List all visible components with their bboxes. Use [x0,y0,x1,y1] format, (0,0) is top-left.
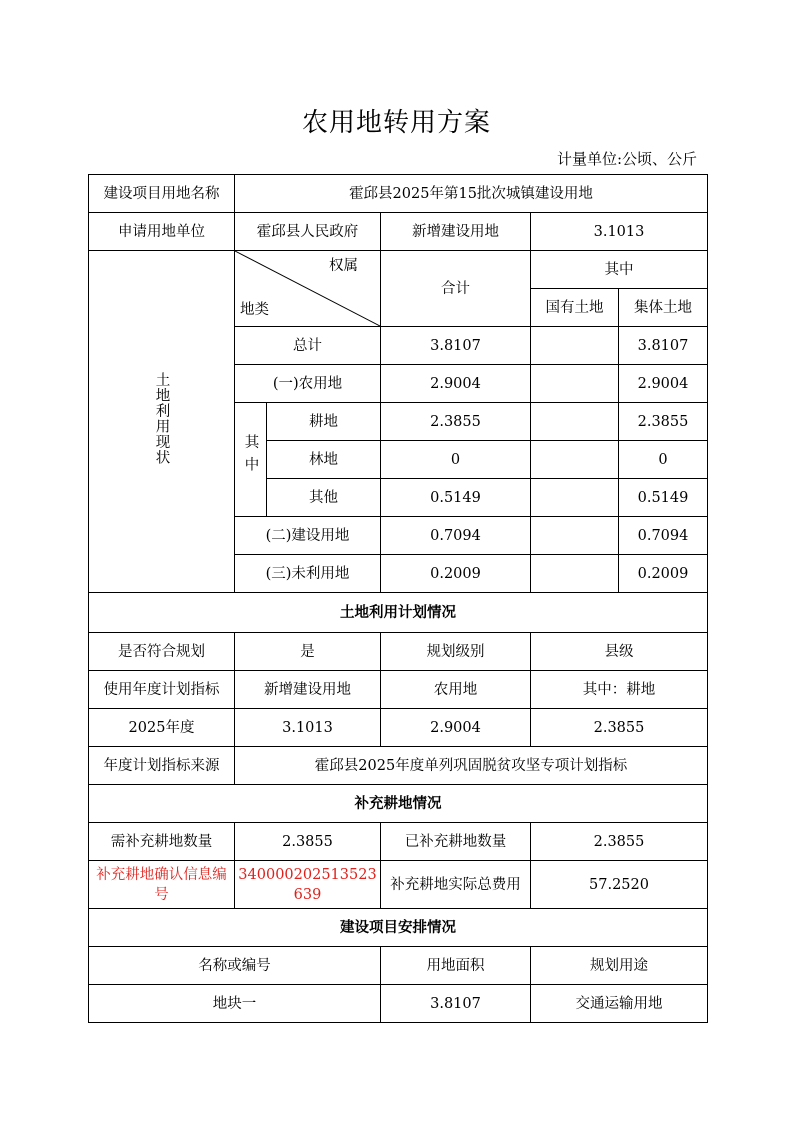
source-value: 霍邱县2025年度单列巩固脱贫攻坚专项计划指标 [235,747,708,785]
row-total: 2.3855 [381,403,531,441]
level-label: 规划级别 [381,633,531,671]
source-label: 年度计划指标来源 [89,747,235,785]
row-state [531,403,619,441]
supplement-confirm-row [89,861,708,909]
cost-value: 57.2520 [531,861,708,909]
project-row [89,175,708,213]
confirm-value: 340000202513523639 [235,861,381,909]
parcel-area: 3.8107 [381,985,531,1023]
conform-value: 是 [235,633,381,671]
row-state [531,517,619,555]
need-value: 2.3855 [235,823,381,861]
plan-section-row [89,593,708,633]
parcel-use: 交通运输用地 [531,985,708,1023]
arrangement-header-area: 用地面积 [381,947,531,985]
category-label: 地类 [240,302,269,318]
plan-conform-row [89,633,708,671]
row-state [531,441,619,479]
row-collective: 2.9004 [619,365,708,403]
row-name: 耕地 [267,403,381,441]
applicant-label: 申请用地单位 [89,213,235,251]
done-label: 已补充耕地数量 [381,823,531,861]
row-total: 0 [381,441,531,479]
cost-label: 补充耕地实际总费用 [381,861,531,909]
year-value-new-land: 3.1013 [235,709,381,747]
ownership-label: 权属 [329,258,358,274]
supplement-section-row [89,785,708,823]
row-name: (一)农用地 [235,365,381,403]
arrangement-header-name: 名称或编号 [89,947,381,985]
indicator-col-new-land: 新增建设用地 [235,671,381,709]
of-which-header: 其中 [531,251,708,289]
collective-header: 集体土地 [619,289,708,327]
indicator-label: 使用年度计划指标 [89,671,235,709]
row-name: 其他 [267,479,381,517]
row-collective: 0.7094 [619,517,708,555]
state-owned-header: 国有土地 [531,289,619,327]
year-value-farmland: 2.9004 [381,709,531,747]
arrangement-section-title: 建设项目安排情况 [89,909,708,947]
plan-indicator-row [89,671,708,709]
done-value: 2.3855 [531,823,708,861]
row-state [531,479,619,517]
applicant-row [89,213,708,251]
conform-label: 是否符合规划 [89,633,235,671]
row-collective: 0.5149 [619,479,708,517]
measurement-unit: 计量单位:公顷、公斤 [556,150,697,168]
row-collective: 0.2009 [619,555,708,593]
indicator-col-cultivated: 其中：耕地 [531,671,708,709]
project-value: 霍邱县2025年第15批次城镇建设用地 [235,175,708,213]
land-status-header-row [89,251,708,289]
need-label: 需补充耕地数量 [89,823,235,861]
plan-source-row [89,747,708,785]
row-total: 0.2009 [381,555,531,593]
row-name: 林地 [267,441,381,479]
row-state [531,365,619,403]
table-row [89,985,708,1023]
row-collective: 3.8107 [619,327,708,365]
of-which-label: 其中 [235,403,267,517]
plan-year-row [89,709,708,747]
level-value: 县级 [531,633,708,671]
year-value-cultivated: 2.3855 [531,709,708,747]
supplement-quantity-row [89,823,708,861]
land-conversion-table [88,174,708,1023]
new-land-value: 3.1013 [531,213,708,251]
category-ownership-diagonal-header [235,251,381,327]
total-header: 合计 [381,251,531,327]
applicant-value: 霍邱县人民政府 [235,213,381,251]
land-status-label: 土地利用现状 [89,251,235,593]
row-total: 2.9004 [381,365,531,403]
confirm-label: 补充耕地确认信息编号 [89,861,235,909]
arrangement-header-row [89,947,708,985]
year-label: 2025年度 [89,709,235,747]
row-total: 3.8107 [381,327,531,365]
row-collective: 0 [619,441,708,479]
indicator-col-farmland: 农用地 [381,671,531,709]
supplement-section-title: 补充耕地情况 [89,785,708,823]
row-name: 总计 [235,327,381,365]
new-land-label: 新增建设用地 [381,213,531,251]
project-label: 建设项目用地名称 [89,175,235,213]
arrangement-section-row [89,909,708,947]
plan-section-title: 土地利用计划情况 [89,593,708,633]
page-title: 农用地转用方案 [301,108,491,138]
row-total: 0.5149 [381,479,531,517]
row-state [531,555,619,593]
row-name: (三)未利用地 [235,555,381,593]
row-name: (二)建设用地 [235,517,381,555]
arrangement-header-use: 规划用途 [531,947,708,985]
row-state [531,327,619,365]
row-collective: 2.3855 [619,403,708,441]
row-total: 0.7094 [381,517,531,555]
parcel-name: 地块一 [89,985,381,1023]
